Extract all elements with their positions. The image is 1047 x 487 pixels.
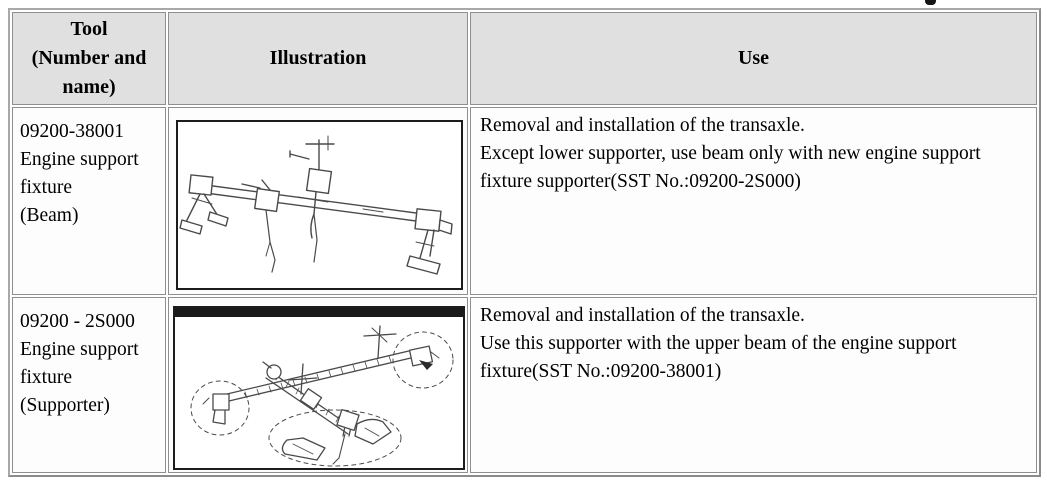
cropped-text-artifact	[925, 0, 936, 5]
tool-name-line: (Beam)	[20, 205, 79, 226]
tool-name-line: fixture	[20, 367, 72, 388]
tool-cell	[12, 297, 166, 473]
col-header-tool-line: Tool	[70, 18, 108, 40]
illustration-cell	[168, 297, 468, 473]
table-row	[12, 297, 1037, 473]
use-cell	[470, 297, 1037, 473]
table-row	[12, 107, 1037, 295]
tool-cell	[12, 107, 166, 295]
tool-name-line: Engine support	[20, 339, 139, 360]
illustration-frame	[173, 306, 465, 470]
header-row	[12, 12, 1037, 105]
sst-table	[8, 8, 1041, 477]
illustration-frame	[176, 120, 463, 290]
use-line: Use this supporter with the upper beam of the engine support fixture(SST No.:09200-38001)	[480, 333, 957, 382]
col-header-illustration: Illustration	[168, 12, 468, 105]
tool-name-line: Engine support	[20, 149, 139, 170]
tool-name-line: (Supporter)	[20, 395, 110, 416]
sst-table-container	[8, 8, 1041, 477]
col-header-tool-line: name)	[62, 76, 116, 98]
tool-number: 09200-38001	[20, 121, 124, 142]
illustration-cell	[168, 107, 468, 295]
col-header-use: Use	[470, 12, 1037, 105]
use-line: Removal and installation of the transaxle.	[480, 115, 805, 136]
use-cell	[470, 107, 1037, 295]
col-header-tool-line: (Number and	[31, 47, 147, 69]
tool-number: 09200 - 2S000	[20, 311, 135, 332]
use-line: Except lower supporter, use beam only with new engine support fixture supporter(SST No.:09200-2S000)	[480, 143, 981, 192]
engine-support-fixture-supporter-illustration	[175, 308, 463, 468]
use-line: Removal and installation of the transaxle.	[480, 305, 805, 326]
engine-support-fixture-beam-illustration	[178, 122, 461, 288]
tool-name-line: fixture	[20, 177, 72, 198]
col-header-tool	[12, 12, 166, 105]
